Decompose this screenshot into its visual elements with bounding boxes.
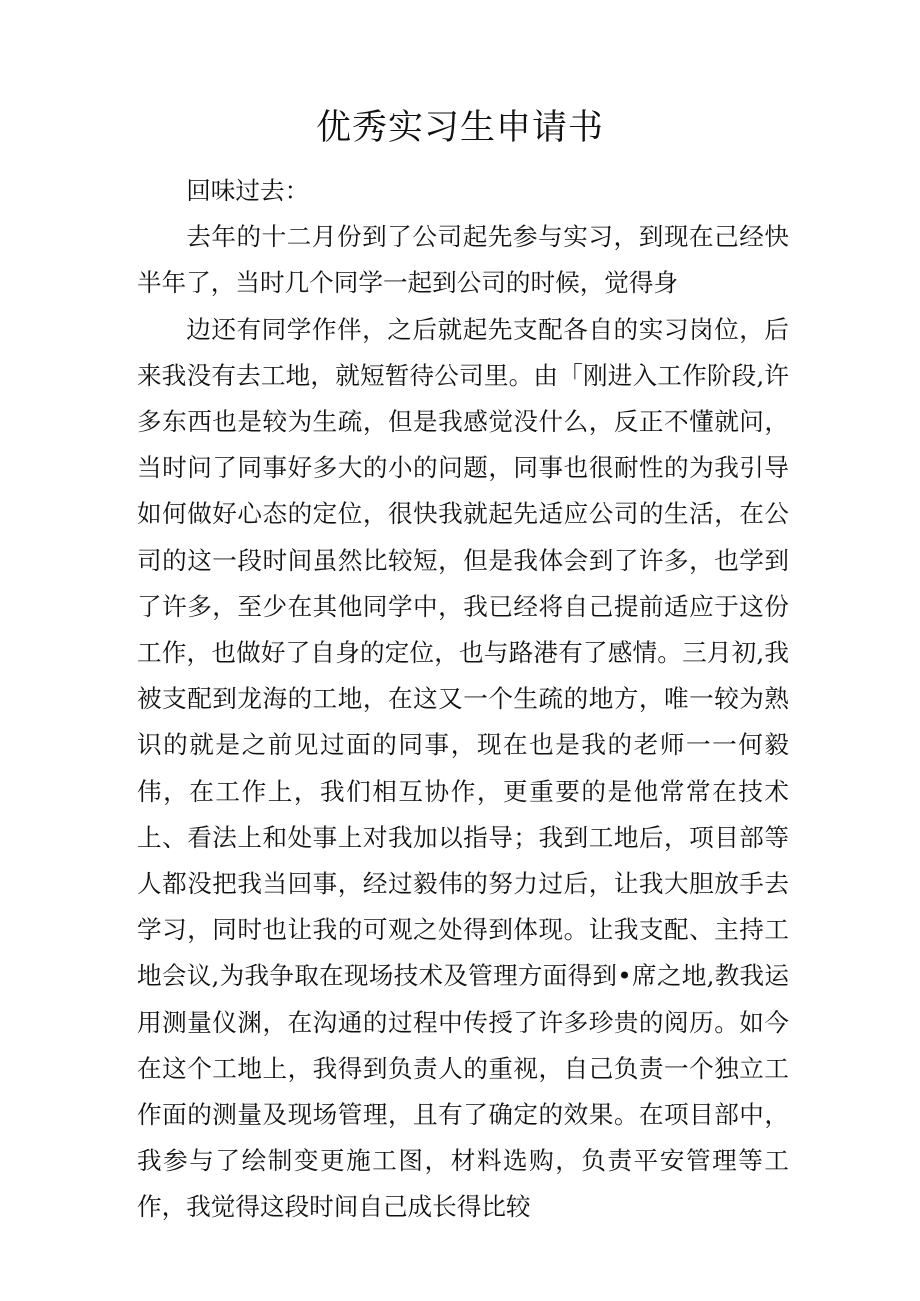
document-title: 优秀实习生申请书: [315, 108, 604, 148]
paragraph-greeting: 回味过去：: [186, 176, 310, 205]
document-body: [137, 168, 789, 1231]
paragraph-main: 边还有同学作伴，之后就起先支配各自的实习岗位，后来我没有去工地，就短暂待公司里。由「刚进入工作阶段,许多东西也是较为生疏，但是我感觉没什么，反正不懂就问，当时问了同事好多大的小的问题，同事也很耐性的为我引导如何做好心态的定位，很快我就起先适应公司的生活，在公司的这一段时间虽然比较短，但是我体会到了许多，也学到了许多，至少在其他同学中，我已经将自己提前适应于这份工作，也做好了自身的定位，也与路港有了感情。三月初,我被支配到龙海的工地，在这又一个生疏的地方，唯一较为熟识的就是之前见过面的同事，现在也是我的老师一一何毅伟，在工作上，我们相互协作，更重要的是他常常在技术上、看法上和处事上对我加以指导；我到工地后，项目部等人都没把我当回事，经过毅伟的努力过后，让我大胆放手去学习，同时也让我的可观之处得到体现。让我支配、主持工地会议,为我争取在现场技术及管理方面得到•席之地,教我运用测量仪渊，在沟通的过程中传授了许多珍贵的阅历。如今在这个工地上，我得到负责人的重视，自己负责一个独立工作面的测量及现场管理，且有了确定的效果。在项目部中，我参与了绘制变更施工图，材料选购，负责平安管理等工作，我觉得这段时间自己成长得比较: [137, 314, 789, 1222]
paragraph-intro: 去年的十二月份到了公司起先参与实习，到现在己经快半年了，当时几个同学一起到公司的时候，觉得身: [137, 222, 789, 298]
